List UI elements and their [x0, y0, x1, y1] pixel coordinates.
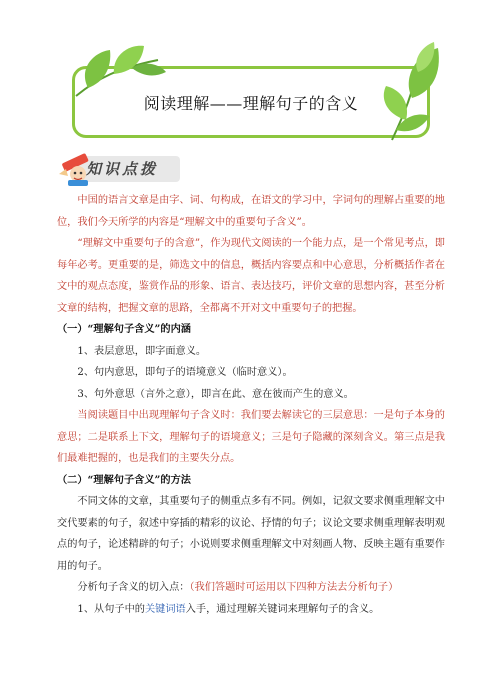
article-body	[57, 190, 445, 620]
note-text: （我们答题时可运用以下四种方法去分析句子）	[189, 582, 399, 593]
paragraph: “理解文中重要句子的含意”，作为现代文阅读的一个能力点，是一个常见考点，即每年必考。更重要的是，筛选文中的信息，概括内容要点和中心意思，分析概括作者在文中的观点态度，鉴赏作品的形象、语言、表达技巧，评价文章的思想内容，甚至分析文章的结构，把握文章的思路，全都离不开对文中重要句子的把握。	[57, 238, 445, 314]
section-heading: （一）“理解句子含义”的内涵	[57, 323, 191, 335]
item-text: 1、从句子中的	[77, 603, 145, 615]
paragraph: 中国的语言文章是由字、词、句构成，在语文的学习中，字词句的理解占重要的地位，我们今天所学的内容是“理解文中的重要句子含义”。	[57, 195, 445, 228]
list-item: 2、句内意思，即句子的语境意义（临时意义）。	[77, 367, 293, 378]
section-heading: （二）“理解句子含义”的方法	[57, 473, 191, 486]
lead-text: 分析句子含义的切入点：	[77, 582, 190, 593]
page-title: 阅读理解——理解句子的含义	[143, 93, 359, 113]
item-text: 入手，通过理解关键词来理解句子的含义。	[185, 603, 380, 615]
paragraph: 不同文体的文章，其重要句子的侧重点多有不同。例如，记叙文要求侧重理解文中交代要素的句子，叙述中穿插的精彩的议论、抒情的句子；议论文要求侧重理解表明观点的句子，论述精辟的句子；小说则要求侧重理解文中对刻画人物、反映主题有重要作用的句子。	[57, 496, 445, 572]
list-item: 3、句外意思（言外之意），即言在此、意在彼而产生的意义。	[77, 388, 354, 400]
list-item	[57, 599, 445, 621]
paragraph	[57, 577, 445, 599]
section-badge	[56, 150, 186, 188]
badge-label: 知识点拨	[86, 160, 159, 178]
paragraph: 当阅读题目中出现理解句子含义时：我们要去解读它的三层意思：一是句子本身的意思；二是联系上下文，理解句子的语境意义；三是句子隐藏的深刻含义。第三点是我们最难把握的，也是我们的主要失分点。	[57, 410, 445, 464]
keyword-text: 关键词语	[145, 603, 186, 615]
list-item: 1、表层意思，即字面意义。	[77, 345, 207, 357]
